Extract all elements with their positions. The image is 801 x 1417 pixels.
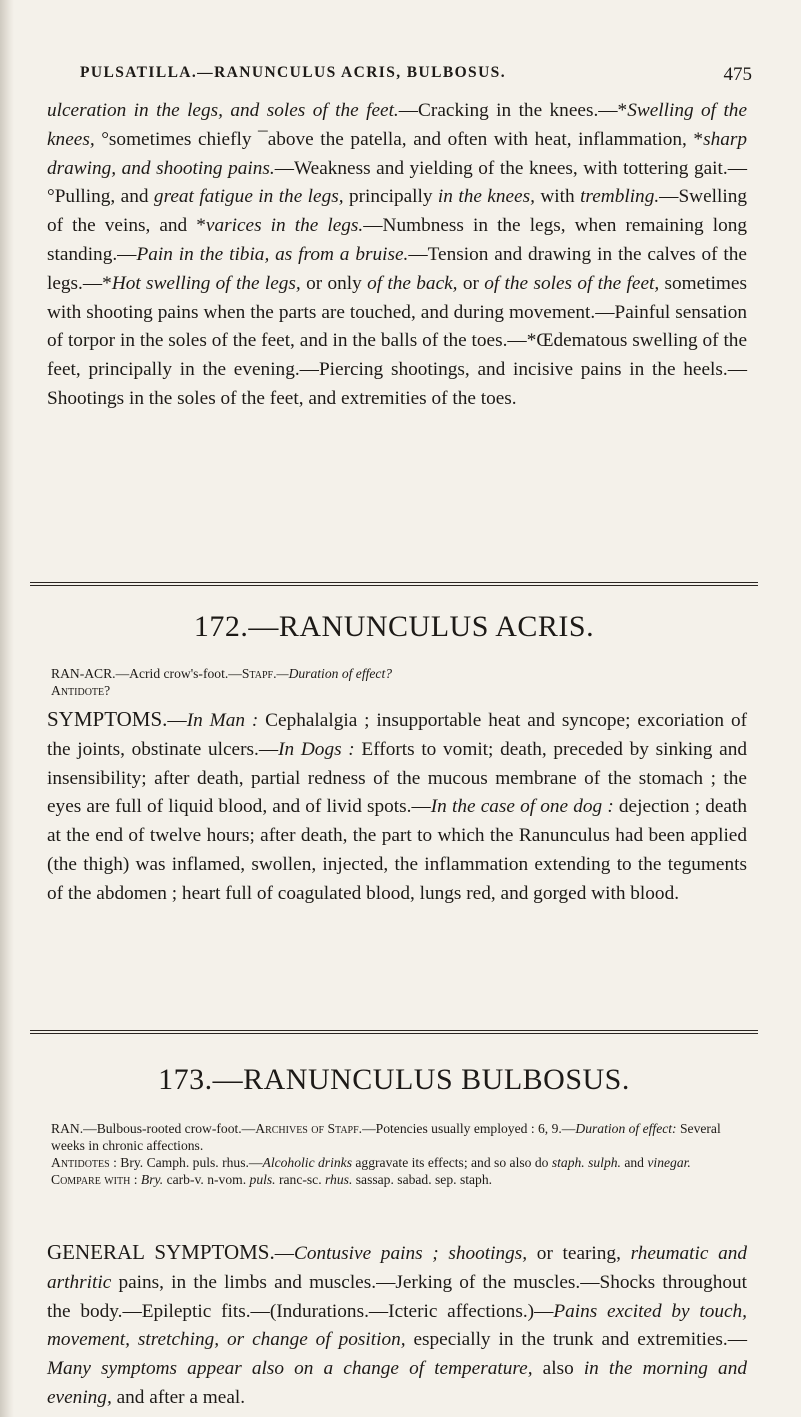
run: of the back, [367, 272, 458, 294]
meta-duration-label: Duration of effect: [575, 1121, 677, 1136]
run: Hot swelling of the legs, [111, 272, 301, 294]
running-head [30, 64, 780, 88]
run: Pains excited by touch, movement, stretching, or change of position, [47, 1300, 748, 1351]
run: in the knees, [437, 186, 535, 208]
run: — [167, 710, 187, 731]
run: sassap. sabad. sep. staph. [352, 1172, 493, 1187]
meta-text: Several weeks in chronic affections. [51, 1121, 721, 1153]
run: : [130, 1172, 141, 1187]
meta-duration: —Duration of effect? [276, 666, 393, 681]
meta-author: Stapf. [241, 666, 277, 681]
meta-text: RAN.—Bulbous-rooted crow-foot.— [51, 1121, 256, 1136]
section-173-compare [51, 1171, 751, 1188]
run: aggravate its effects; and so also do [352, 1155, 552, 1170]
run: : Bry. Camph. puls. rhus.— [109, 1155, 263, 1170]
run: great fatigue in the legs, [153, 186, 344, 208]
run: with [534, 186, 581, 208]
run: —Weakness and yielding of the knees, with tottering gait.—°Pulling, and [47, 157, 747, 208]
page-binding-edge [0, 0, 14, 1417]
run: and after a meal. [111, 1386, 246, 1408]
run: Pain in the tibia, as from a bruise. [136, 243, 409, 265]
section-173-title: 173.—RANUNCULUS BULBOSUS. [158, 1063, 630, 1096]
page-number: 475 [723, 64, 752, 85]
meta-text: —Potencies usually employed : 6, 9.— [362, 1121, 576, 1136]
run: rhus. [325, 1172, 353, 1187]
section-173-source-line [51, 1120, 751, 1154]
section-172-title: 172.—RANUNCULUS ACRIS. [193, 610, 595, 643]
run: ulceration in the legs, and soles of the feet. [47, 100, 399, 121]
meta-author: Archives of Stapf. [255, 1121, 363, 1136]
symptoms-heading: SYMPTOMS. [47, 707, 168, 731]
section-173-antidotes [51, 1154, 751, 1171]
run: Swelling of the knees, [47, 100, 747, 150]
run: rheumatic and arthritic [47, 1243, 748, 1293]
run: Alcoholic drinks [262, 1155, 352, 1170]
antidotes-label: Antidotes [51, 1155, 110, 1170]
run: In Man : [186, 710, 259, 731]
compare-label: Compare with [51, 1172, 131, 1187]
run: of the soles of the feet, [484, 272, 660, 294]
run: —Swelling of the veins, and * [47, 186, 748, 237]
section-172-symptoms [47, 705, 747, 909]
section-173-meta [51, 1120, 751, 1188]
run: especially in the trunk and extremities.— [405, 1329, 747, 1351]
run: or only [300, 272, 368, 294]
run: or [457, 272, 485, 294]
run: ranc-sc. [275, 1172, 326, 1187]
run: sometimes with shooting pains when the parts are touched, and during movement.—Painful sensation of torpor in the soles of the feet, and in the balls of the toes.—*Œdematous swelling of the feet, principally in the evening.—Piercing shootings, and incisive pains in the heels.—Shootings in the soles of the feet, and extremities of the toes. [47, 272, 747, 409]
section-rule [30, 1030, 758, 1034]
run: In Dogs : [278, 738, 355, 760]
run: Contusive pains ; shootings, [294, 1243, 528, 1264]
run: In the case of one dog : [430, 796, 614, 818]
run: Cephalalgia ; insupportable heat and syncope; excoriation of the joints, obstinate ulcers.— [47, 710, 747, 760]
continuation-text [47, 97, 747, 414]
run: also [532, 1358, 584, 1380]
section-172-source-line [51, 665, 751, 682]
meta-text: RAN-ACR.—Acrid crow's-foot.— [51, 666, 242, 681]
run: varices in the legs. [205, 215, 364, 237]
section-173-general-text [47, 1238, 747, 1413]
run: Many symptoms appear also on a change of temperature, [47, 1358, 533, 1380]
run: trembling. [580, 186, 660, 208]
continuation-paragraph [47, 97, 747, 414]
run: Efforts to vomit; death, preceded by sinking and insensibility; after death, partial redness of the mucous membrane of the stomach ; the eyes are full of liquid blood, and of livid spots.— [47, 738, 747, 818]
run: —Cracking in the knees.—* [398, 100, 628, 121]
run: °sometimes chiefly ¯above the patella, and often with heat, inflammation, * [94, 128, 704, 150]
run: —Tension and drawing in the calves of the legs.—* [47, 243, 747, 294]
symptoms-heading: GENERAL SYMPTOMS. [47, 1240, 275, 1264]
section-rule [30, 582, 758, 586]
run: in the morning and evening, [47, 1358, 747, 1408]
run: dejection ; death at the end of twelve hours; after death, the part to which the Ranunculus had been applied (the thigh) was inflamed, swollen, injected, the inflammation extending to the teguments of the abdomen ; heart full of coagulated blood, lungs red, and gorged with blood. [47, 796, 747, 904]
run: principally [343, 186, 438, 208]
run: carb-v. n-vom. [163, 1172, 250, 1187]
run: vinegar. [647, 1155, 691, 1170]
run: pains, in the limbs and muscles.—Jerking of the muscles.—Shocks throughout the body.—Epileptic fits.—(Indurations.—Icteric affections.)— [47, 1271, 747, 1322]
run: — [274, 1243, 295, 1264]
run: and [620, 1155, 648, 1170]
run: —Numbness in the legs, when remaining long standing.— [47, 215, 747, 265]
running-head-title: PULSATILLA.—RANUNCULUS ACRIS, BULBOSUS. [80, 64, 506, 81]
section-173-general-symptoms [47, 1238, 747, 1413]
run: staph. sulph. [551, 1155, 621, 1170]
section-172-antidote: Antidote? [51, 683, 111, 698]
run: puls. [249, 1172, 276, 1187]
section-172-symptoms-text [47, 705, 747, 909]
section-172-meta [51, 665, 751, 699]
run: sharp drawing, and shooting pains. [47, 128, 747, 179]
run: or tearing, [527, 1243, 631, 1264]
run: Bry. [140, 1172, 164, 1187]
